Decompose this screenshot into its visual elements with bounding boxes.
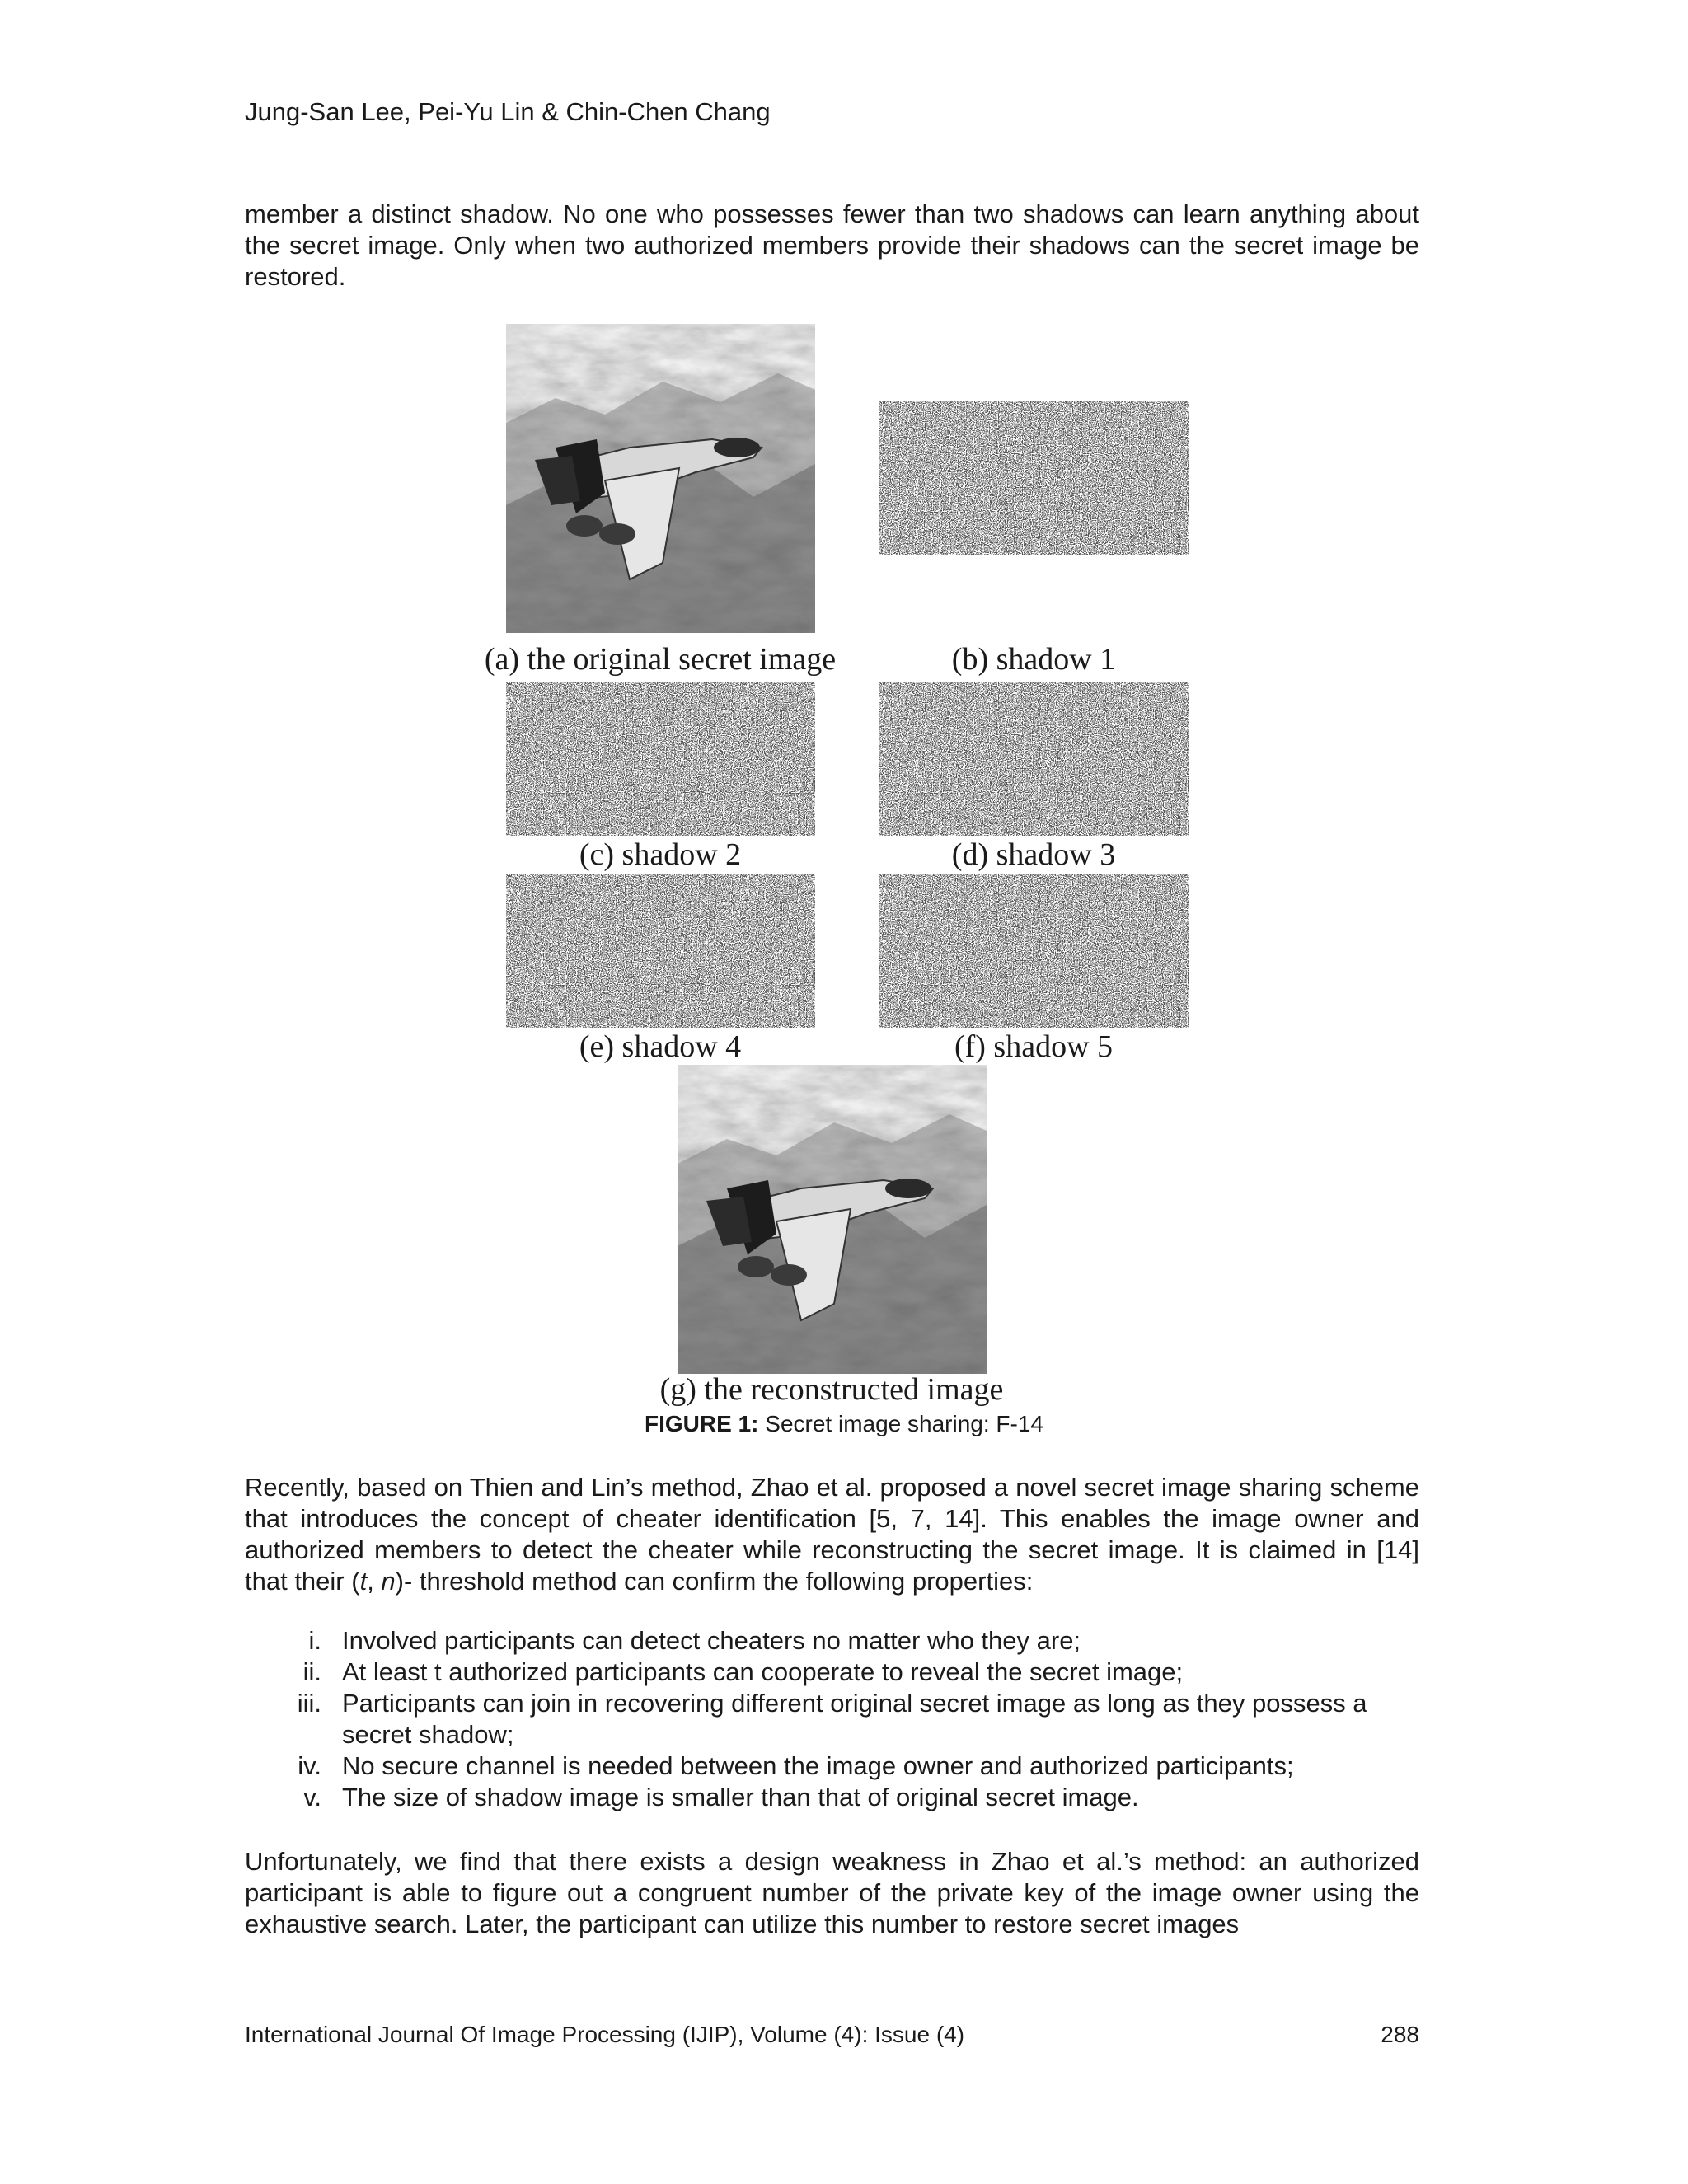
shadow-3-image: [879, 682, 1189, 836]
caption-e: (e) shadow 4: [579, 1029, 742, 1064]
symbol-t: t: [359, 1567, 368, 1596]
properties-list: [280, 1625, 1419, 1813]
list-item-number: i.: [308, 1626, 321, 1655]
list-item-text: Participants can join in recovering different original secret image as long as they possess a secret shadow;: [342, 1689, 1367, 1749]
paragraph-weakness: Unfortunately, we find that there exists a design weakness in Zhao et al.’s method: an authorized participant is able to figure out a congruent number of the private key of the image owner using the exhaustive search. Later, the participant can utilize this number to restore secret images: [245, 1847, 1419, 1938]
caption-d: (d) shadow 3: [951, 837, 1116, 872]
figure-caption: [0, 1411, 1688, 1437]
symbol-n: n: [381, 1567, 396, 1596]
paragraph-zhao: [245, 1472, 1419, 1597]
paragraph-intro: member a distinct shadow. No one who possesses fewer than two shadows can learn anything about the secret image. Only when two authorized members provide their shadows can the secret image be restored.: [245, 199, 1419, 291]
figure-title: Secret image sharing: F-14: [758, 1411, 1043, 1436]
footer-page-number: 288: [1381, 2022, 1419, 2047]
list-item: [280, 1625, 1419, 1657]
shadow-1-image: [879, 401, 1189, 555]
original-secret-image: [506, 324, 815, 633]
list-item: [280, 1750, 1419, 1782]
list-item-number: v.: [303, 1783, 321, 1811]
caption-c: (c) shadow 2: [579, 837, 742, 872]
list-item-text: The size of shadow image is smaller than that of original secret image.: [342, 1783, 1139, 1811]
list-item-text: Involved participants can detect cheaters no matter who they are;: [342, 1626, 1081, 1655]
list-item-number: iii.: [297, 1689, 321, 1718]
footer-journal: International Journal Of Image Processing (IJIP), Volume (4): Issue (4): [245, 2022, 965, 2047]
list-item-text: No secure channel is needed between the image owner and authorized participants;: [342, 1751, 1294, 1780]
list-item: [280, 1688, 1419, 1750]
list-item: [280, 1782, 1419, 1813]
caption-f: (f) shadow 5: [954, 1029, 1114, 1064]
shadow-5-image: [879, 874, 1189, 1028]
list-item-text: At least t authorized participants can cooperate to reveal the secret image;: [342, 1657, 1184, 1686]
paragraph-zhao-part-b: )- threshold method can confirm the following properties:: [395, 1567, 1034, 1596]
list-item-number: iv.: [298, 1751, 321, 1780]
shadow-2-image: [506, 682, 815, 836]
caption-b: (b) shadow 1: [951, 642, 1116, 677]
figure-label: FIGURE 1:: [645, 1411, 759, 1436]
symbol-separator: ,: [367, 1567, 382, 1596]
list-item: [280, 1657, 1419, 1688]
list-item-number: ii.: [302, 1657, 321, 1686]
caption-a: (a) the original secret image: [484, 642, 837, 677]
paragraph-zhao-part-a: Recently, based on Thien and Lin’s method, Zhao et al. proposed a novel secret image sharing scheme that introduces the concept of cheater identification [5, 7, 14]. This enables the image owner and authorized members to detect the cheater while reconstructing the secret image. It is claimed in [14] that their (: [245, 1473, 1419, 1596]
reconstructed-image: [678, 1065, 987, 1374]
shadow-4-image: [506, 874, 815, 1028]
caption-g: (g) the reconstructed image: [659, 1372, 1004, 1407]
running-header: Jung-San Lee, Pei-Yu Lin & Chin-Chen Chang: [245, 97, 771, 126]
